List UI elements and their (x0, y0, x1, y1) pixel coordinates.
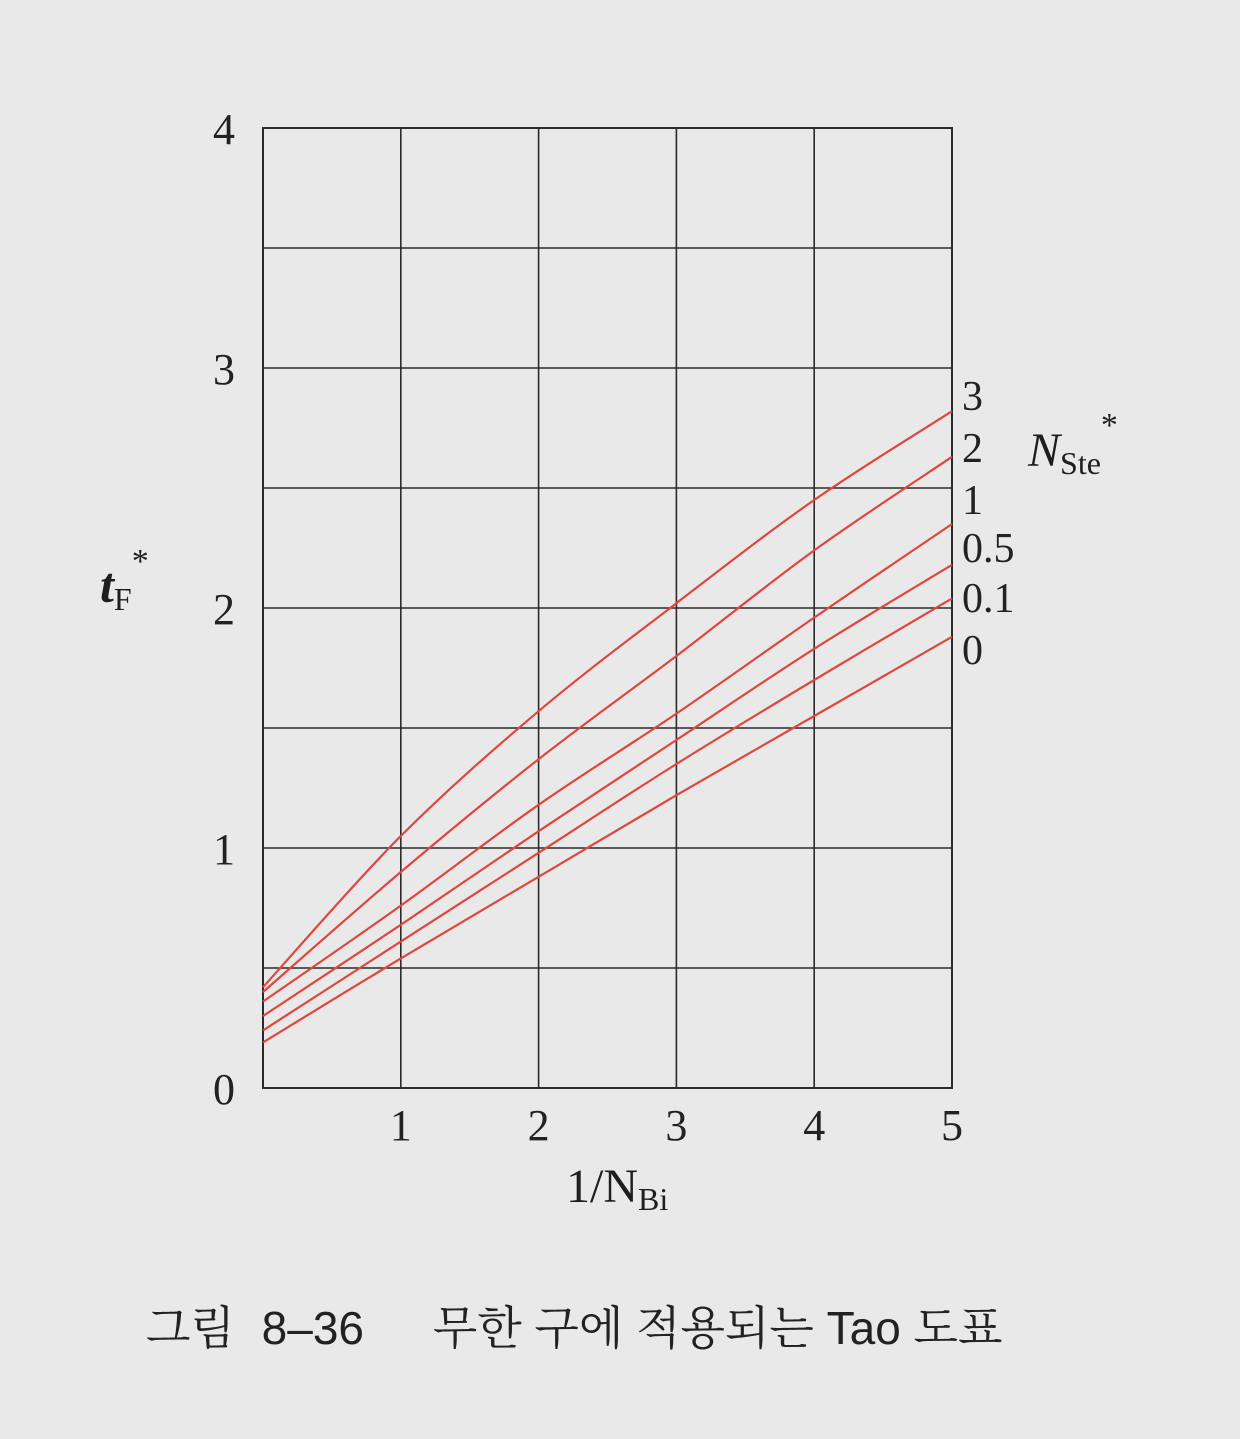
x-tick-label-3: 3 (665, 1101, 688, 1150)
x-tick-label-5: 5 (941, 1101, 963, 1150)
caption-label: 그림 (146, 1302, 235, 1354)
y-tick-label-1: 1 (213, 825, 235, 874)
curve-label-0.5: 0.5 (962, 526, 1015, 572)
figure-caption (146, 1292, 1146, 1358)
curve-label-0: 0 (962, 628, 983, 674)
x-tick-label-4: 4 (803, 1101, 826, 1150)
ticks (213, 105, 963, 1150)
legend-title: NSte* (1028, 407, 1118, 481)
curve-nste-0.5 (263, 565, 952, 1016)
caption-text: 무한 구에 적용되는 Tao 도표 (432, 1302, 1003, 1354)
x-axis-label: 1/NBi (566, 1160, 669, 1217)
curve-nste-0.1 (263, 598, 952, 1030)
curve-nste-2 (263, 457, 952, 992)
y-tick-label-4: 4 (213, 105, 235, 154)
curves (263, 411, 952, 1042)
curve-label-2: 2 (962, 426, 983, 472)
curve-nste-1 (263, 524, 952, 1002)
y-tick-label-2: 2 (213, 585, 235, 634)
curve-labels (962, 374, 1015, 674)
y-tick-label-3: 3 (213, 345, 235, 394)
x-tick-label-1: 1 (389, 1101, 412, 1150)
curve-nste-0 (263, 637, 952, 1043)
y-axis-label: tF* (100, 543, 149, 617)
caption-number: 8–36 (261, 1302, 364, 1354)
y-tick-label-0: 0 (213, 1065, 235, 1114)
x-tick-label-2: 2 (527, 1101, 550, 1150)
curve-label-3: 3 (962, 374, 983, 420)
curve-label-0.1: 0.1 (962, 576, 1015, 622)
grid (263, 128, 952, 1088)
curve-label-1: 1 (962, 478, 983, 524)
